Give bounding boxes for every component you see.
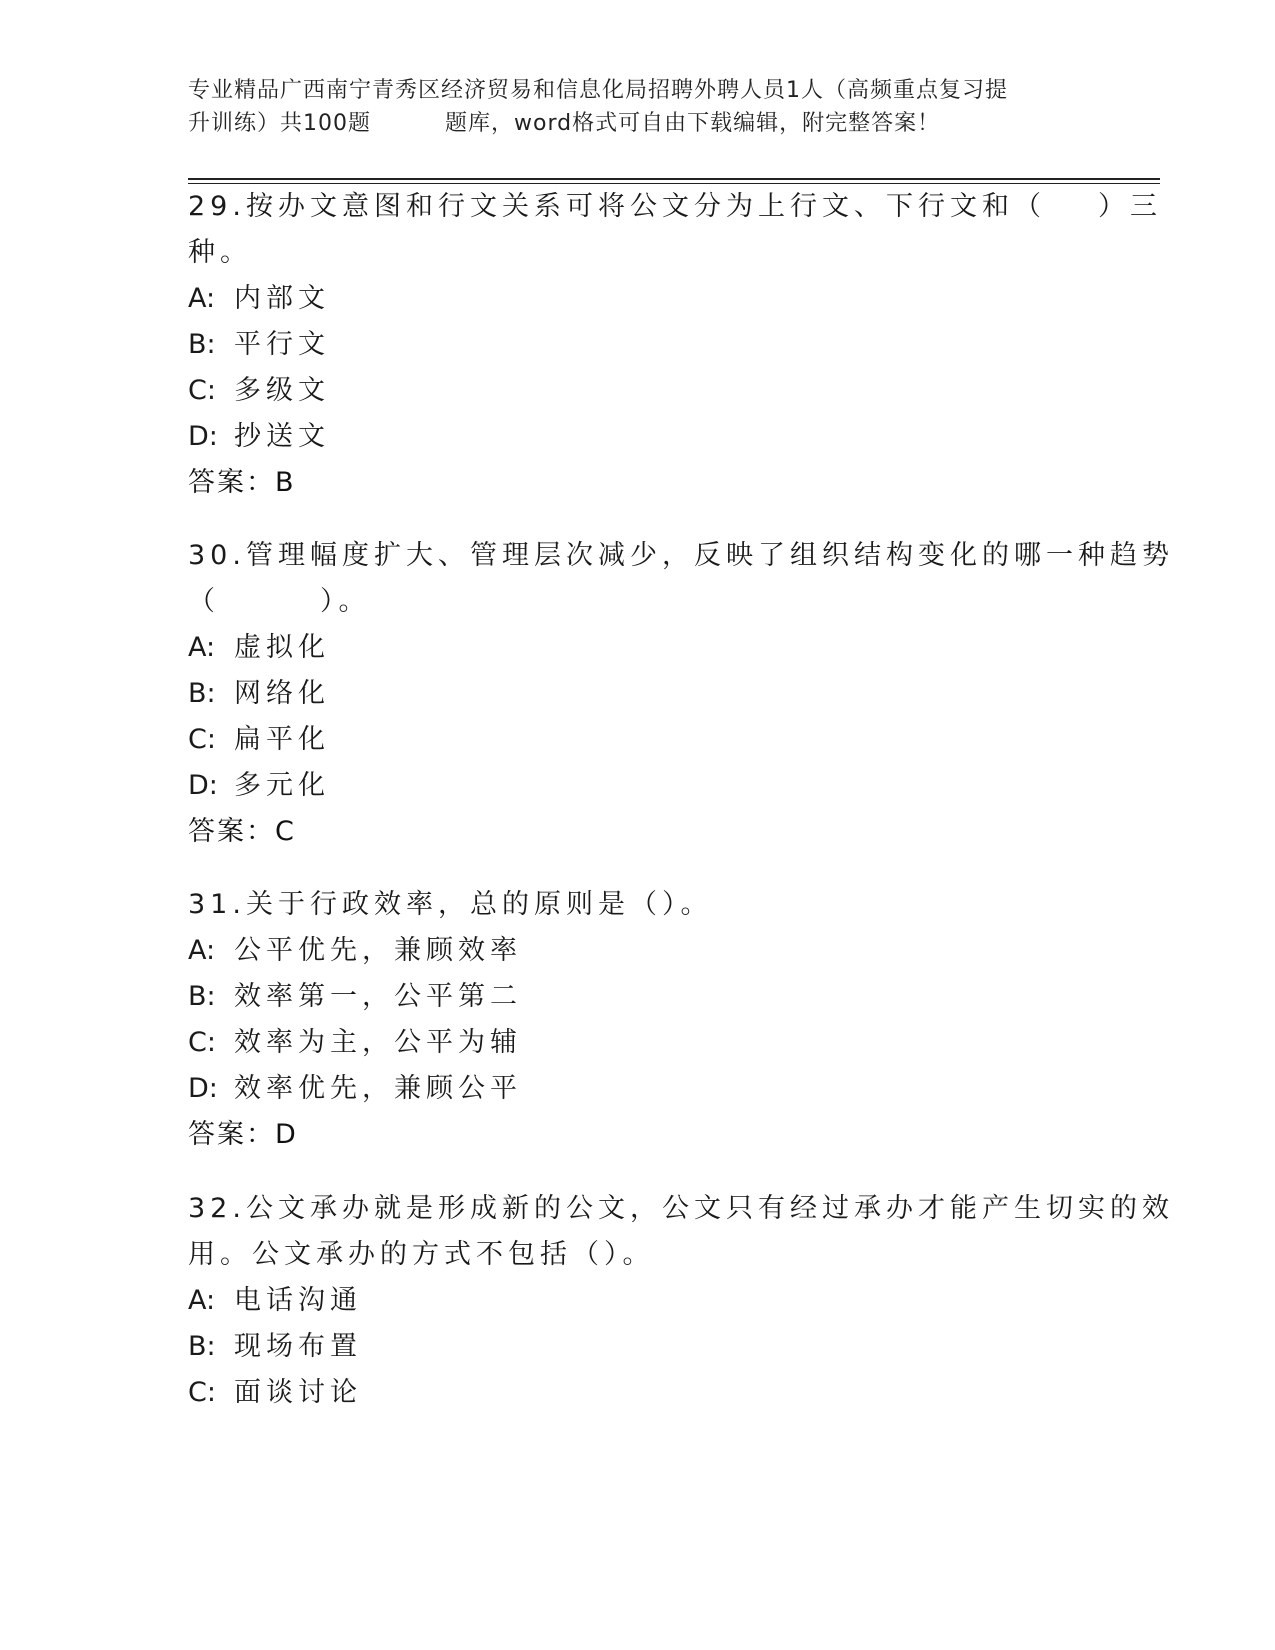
answer: 答案：D xyxy=(188,1119,298,1150)
option-key: D: xyxy=(188,421,218,452)
option-text: 多级文 xyxy=(234,375,330,406)
option-b xyxy=(188,974,1088,1020)
header-line-2 xyxy=(188,107,1088,140)
option-key: B: xyxy=(188,981,216,1012)
question-stem-continued: 种。 xyxy=(188,237,252,268)
header-line-1: 专业精品广西南宁青秀区经济贸易和信息化局招聘外聘人员1人（高频重点复习提 xyxy=(188,78,1008,103)
answer: 答案：B xyxy=(188,467,296,498)
question-stem-paren-close: ）。 xyxy=(320,586,371,617)
option-text: 效率优先，兼顾公平 xyxy=(234,1073,522,1104)
option-key: B: xyxy=(188,1331,216,1362)
question-stem: 31.关于行政效率，总的原则是（）。 xyxy=(188,889,713,920)
question-stem-continued: 用。公文承办的方式不包括（）。 xyxy=(188,1239,655,1270)
question-stem-text-end: ）三 xyxy=(1097,191,1162,222)
option-text: 网络化 xyxy=(234,678,330,709)
option-key: C: xyxy=(188,1027,216,1058)
option-c xyxy=(188,1370,1088,1416)
question-32 xyxy=(188,1186,1174,1416)
question-stem-continued xyxy=(188,579,1088,625)
option-key: A: xyxy=(188,935,216,966)
question-29 xyxy=(188,184,1162,506)
option-text: 电话沟通 xyxy=(234,1285,362,1316)
option-key: A: xyxy=(188,632,216,663)
option-d xyxy=(188,414,1088,460)
option-text: 虚拟化 xyxy=(234,632,330,663)
option-text: 现场布置 xyxy=(234,1331,362,1362)
option-a xyxy=(188,625,1088,671)
option-d xyxy=(188,1066,1088,1112)
header-divider-thick xyxy=(188,178,1160,180)
option-key: A: xyxy=(188,1285,216,1316)
question-stem xyxy=(188,184,1162,230)
option-c xyxy=(188,717,1088,763)
question-31 xyxy=(188,882,1088,1158)
option-text: 扁平化 xyxy=(234,724,330,755)
option-key: B: xyxy=(188,678,216,709)
option-key: C: xyxy=(188,1377,216,1408)
option-a xyxy=(188,1278,1088,1324)
question-stem: 30.管理幅度扩大、管理层次减少，反映了组织结构变化的哪一种趋势 xyxy=(188,540,1174,571)
option-text: 效率第一，公平第二 xyxy=(234,981,522,1012)
option-key: C: xyxy=(188,375,216,406)
option-text: 面谈讨论 xyxy=(234,1377,362,1408)
option-a xyxy=(188,928,1088,974)
option-d xyxy=(188,763,1088,809)
option-a xyxy=(188,276,1088,322)
option-key: D: xyxy=(188,770,218,801)
option-key: A: xyxy=(188,283,216,314)
option-c xyxy=(188,368,1088,414)
option-b xyxy=(188,322,1088,368)
option-key: C: xyxy=(188,724,216,755)
header-line-2-start: 升训练）共100题 xyxy=(188,111,371,136)
header-line-2-end: 题库，word格式可自由下载编辑，附完整答案！ xyxy=(445,111,941,136)
question-stem: 32.公文承办就是形成新的公文，公文只有经过承办才能产生切实的效 xyxy=(188,1193,1174,1224)
document-header xyxy=(188,74,1088,140)
option-key: D: xyxy=(188,1073,218,1104)
question-stem-text: 29.按办文意图和行文关系可将公文分为上行文、下行文和（ xyxy=(188,191,1046,222)
option-key: B: xyxy=(188,329,216,360)
question-stem-paren-open: （ xyxy=(188,586,220,617)
option-text: 内部文 xyxy=(234,283,330,314)
answer: 答案：C xyxy=(188,816,296,847)
option-b xyxy=(188,671,1088,717)
option-text: 公平优先，兼顾效率 xyxy=(234,935,522,966)
option-text: 平行文 xyxy=(234,329,330,360)
option-text: 抄送文 xyxy=(234,421,330,452)
question-30 xyxy=(188,533,1174,855)
option-text: 效率为主，公平为辅 xyxy=(234,1027,522,1058)
option-b xyxy=(188,1324,1088,1370)
option-text: 多元化 xyxy=(234,770,330,801)
option-c xyxy=(188,1020,1088,1066)
